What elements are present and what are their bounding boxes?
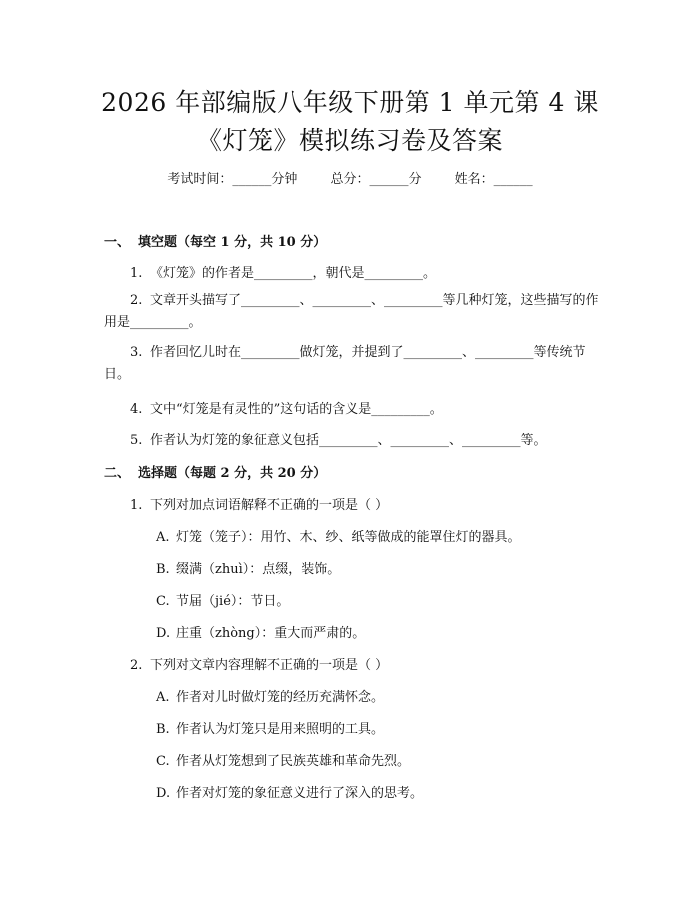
choice-option-d xyxy=(156,782,423,801)
question-number: 5. xyxy=(130,433,143,448)
choice-question-1 xyxy=(130,494,388,513)
option-letter: D. xyxy=(156,626,171,641)
section-heading-multiple-choice xyxy=(104,462,326,481)
choice-question-2 xyxy=(130,654,388,673)
choice-option-a xyxy=(156,526,521,545)
section-title: 选择题（每题 2 分，共 20 分） xyxy=(138,466,327,481)
option-text: 灯笼（笼子）：用竹、木、纱、纸等做成的能罩住灯的器具。 xyxy=(176,530,521,545)
fill-question-4 xyxy=(130,398,443,417)
fill-question-3 xyxy=(104,342,610,386)
option-letter: B. xyxy=(156,722,170,737)
student-name-field: 姓名：______ xyxy=(454,172,533,187)
section-heading-fill-blank xyxy=(104,231,326,250)
section-title: 填空题（每空 1 分，共 10 分） xyxy=(138,235,327,250)
choice-option-a xyxy=(156,686,384,705)
section-number: 二、 xyxy=(104,466,131,481)
fill-question-2 xyxy=(104,290,610,334)
question-number: 1. xyxy=(130,498,143,513)
question-number: 3. xyxy=(130,345,143,360)
question-text: 文章开头描写了_________、_________、_________等几种灯笼，这些描写的作用是_________。 xyxy=(104,293,599,330)
question-number: 4. xyxy=(130,402,143,417)
option-text: 作者对灯笼的象征意义进行了深入的思考。 xyxy=(176,786,424,801)
option-letter: A. xyxy=(156,530,170,545)
choice-option-b xyxy=(156,558,340,577)
option-letter: C. xyxy=(156,754,170,769)
option-text: 庄重（zhòng）：重大而严肃的。 xyxy=(176,626,366,641)
question-text: 下列对文章内容理解不正确的一项是（ ） xyxy=(150,658,389,673)
question-text: 《灯笼》的作者是_________，朝代是_________。 xyxy=(150,266,437,281)
question-number: 2. xyxy=(130,658,143,673)
choice-option-d xyxy=(156,622,365,641)
option-letter: C. xyxy=(156,594,170,609)
choice-option-c xyxy=(156,750,410,769)
section-number: 一、 xyxy=(104,235,131,250)
option-text: 作者对儿时做灯笼的经历充满怀念。 xyxy=(176,690,385,705)
option-text: 作者从灯笼想到了民族英雄和革命先烈。 xyxy=(176,754,411,769)
document-title-line1: 2026 年部编版八年级下册第 1 单元第 4 课 xyxy=(101,88,599,117)
total-score-field: 总分：______分 xyxy=(330,172,422,187)
document-title-line2: 《灯笼》模拟练习卷及答案 xyxy=(196,126,503,155)
choice-option-c xyxy=(156,590,289,609)
option-text: 作者认为灯笼只是用来照明的工具。 xyxy=(176,722,385,737)
option-text: 缀满（zhuì）：点缀，装饰。 xyxy=(176,562,341,577)
option-letter: D. xyxy=(156,786,171,801)
option-letter: A. xyxy=(156,690,170,705)
question-text: 作者回忆儿时在_________做灯笼，并提到了_________、_________等传统节日。 xyxy=(104,345,586,382)
exam-info-row xyxy=(0,168,700,187)
option-letter: B. xyxy=(156,562,170,577)
question-text: 下列对加点词语解释不正确的一项是（ ） xyxy=(150,498,389,513)
question-number: 2. xyxy=(130,293,143,308)
question-number: 1. xyxy=(130,266,143,281)
option-text: 节届（jié）：节日。 xyxy=(176,594,290,609)
choice-option-b xyxy=(156,718,384,737)
question-text: 文中“灯笼是有灵性的”这句话的含义是_________。 xyxy=(150,402,443,417)
fill-question-1 xyxy=(130,262,436,281)
fill-question-5 xyxy=(130,429,547,448)
exam-time-field: 考试时间：______分钟 xyxy=(167,172,298,187)
question-text: 作者认为灯笼的象征意义包括_________、_________、_________等。 xyxy=(150,433,547,448)
